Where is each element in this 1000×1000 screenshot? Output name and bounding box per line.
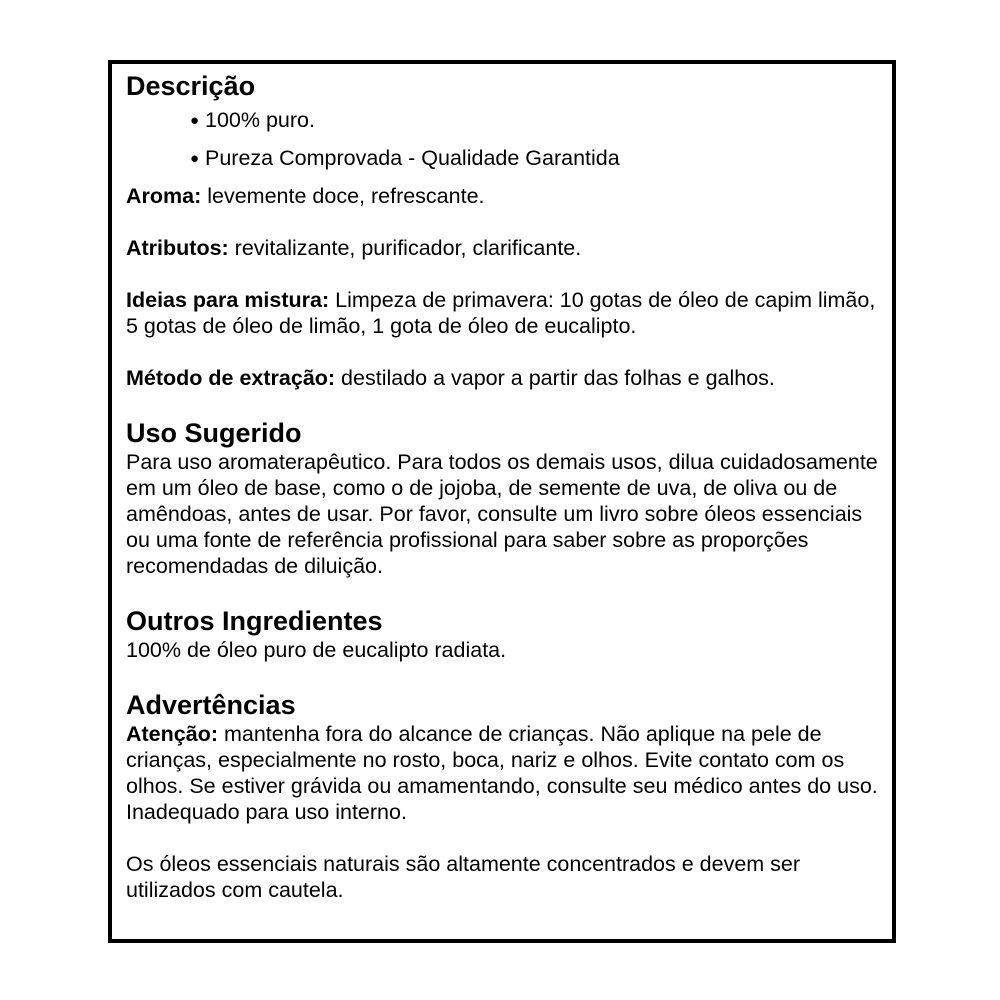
outros-ingredientes-text: 100% de óleo puro de eucalipto radiata. [126, 638, 507, 662]
bullet-item [190, 145, 888, 172]
product-info-box [108, 60, 896, 943]
uso-sugerido-text: Para uso aromaterapêutico. Para todos os demais usos, dilua cuidadosamente em um óleo de base, como o de jojoba, de semente de uva, de oliva ou de amêndoas, antes de usar. Por favor, consulte um livro sobre óleos essenciais ou uma fonte de referência profissional para saber sobre as proporções recomendadas de diluição. [126, 450, 878, 578]
product-info-content [126, 70, 888, 903]
attribute-label: Ideias para mistura: [126, 288, 330, 312]
descricao-bullet-list [126, 107, 888, 172]
attribute-value: Limpeza de primavera: 10 gotas de óleo de capim limão, 5 gotas de óleo de limão, 1 gota de óleo de eucalipto. [126, 288, 876, 338]
advertencias-note: Os óleos essenciais naturais são altamente concentrados e devem ser utilizados com cautela. [126, 852, 801, 902]
advertencias-label: Atenção: [126, 722, 218, 746]
advertencias-body: mantenha fora do alcance de crianças. Não aplique na pele de crianças, especialmente no rosto, boca, nariz e olhos. Evite contato com os olhos. Se estiver grávida ou amamentando, consulte seu médico antes do uso. Inadequado para uso interno. [126, 722, 878, 824]
attribute-value: revitalizante, purificador, clarificante. [228, 236, 582, 260]
attribute-value: destilado a vapor a partir das folhas e galhos. [335, 366, 775, 390]
attribute-atributos [126, 235, 888, 261]
bullet-icon: ● [190, 150, 200, 167]
attribute-metodo-de-extracao [126, 365, 888, 391]
attribute-label: Método de extração: [126, 366, 336, 390]
attribute-aroma [126, 183, 888, 209]
advertencias-text [126, 721, 888, 825]
attribute-ideias-para-mistura [126, 287, 888, 339]
heading-outros-ingredientes: Outros Ingredientes [126, 606, 383, 636]
bullet-item [190, 107, 888, 134]
bullet-text: Pureza Comprovada - Qualidade Garantida [205, 146, 620, 170]
attribute-label: Atributos: [126, 236, 229, 260]
heading-advertencias: Advertências [126, 690, 296, 720]
attribute-label: Aroma: [126, 184, 202, 208]
bullet-icon: ● [190, 112, 200, 129]
bullet-text: 100% puro. [205, 108, 315, 132]
heading-uso-sugerido: Uso Sugerido [126, 418, 302, 448]
heading-descricao: Descrição [126, 71, 256, 101]
attribute-value: levemente doce, refrescante. [201, 184, 485, 208]
